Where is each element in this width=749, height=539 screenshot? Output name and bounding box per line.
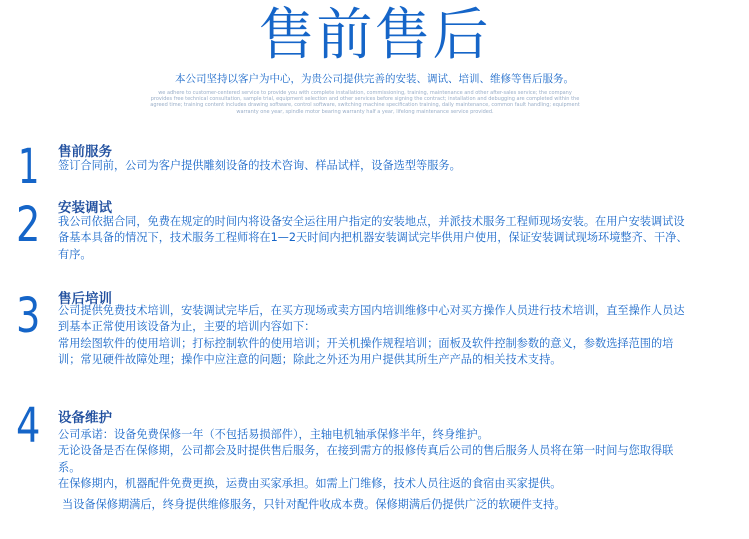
section-paragraph: 常用绘图软件的使用培训；打标控制软件的使用培训；开关机操作规程培训；面板及软件控制参数的意义，参数选择范围的培训；常见硬件故障处理；操作中应注意的问题；除此之外还为用户提供其所生产产品的相关技术支持。 <box>58 336 674 366</box>
section-paragraph: 公司提供免费技术培训，安装调试完毕后，在买方现场或卖方国内培训维修中心对买方操作人员进行技术培训，直至操作人员达到基本正常使用该设备为止，主要的培训内容如下： <box>58 304 685 334</box>
section-body <box>58 158 688 174</box>
section-paragraph: 无论设备是否在保修期，公司都会及时提供售后服务，在接到需方的报修传真后公司的售后服务人员将在第一时间与您取得联系。 <box>58 444 674 474</box>
section-body <box>58 214 688 263</box>
fine-print: we adhere to customer-centered service to provide you with complete installation, commissioning, training, maintenance and other after-sales service; the company provides free technical consultation, sample trial, equipment selection and other services before signing the contract; installation and debugging are completed within the agreed time; training content includes drawing software, control software, switching machine specification training, daily maintenance, common fault handling; equipment warranty one year, spindle motor bearing warranty half a year, lifelong maintenance service provided. <box>150 90 580 115</box>
section-number: 1 <box>18 139 40 195</box>
page-title: 售前售后 <box>258 3 491 68</box>
section-number: 3 <box>16 288 41 344</box>
page-subtitle: 本公司坚持以客户为中心，为贵公司提供完善的安装、调试、培训、维修等售后服务。 <box>175 73 574 85</box>
section-paragraph: 公司承诺：设备免费保修一年（不包括易损部件），主轴电机轴承保修半年，终身维护。 <box>58 428 489 441</box>
section-paragraph: 我公司依据合同，免费在规定的时间内将设备安全运往用户指定的安装地点，并派技术服务工程师现场安装。在用户安装调试设备基本具备的情况下，技术服务工程师将在1—2天时间内把机器安装调试完毕供用户使用，保证安装调试现场环境整齐、干净、有序。 <box>58 215 688 261</box>
section-heading: 售前服务 <box>58 144 112 160</box>
section-body <box>58 427 688 492</box>
section-body <box>58 303 688 368</box>
section-heading: 售后培训 <box>58 291 112 307</box>
section-paragraph: 签订合同前，公司为客户提供雕刻设备的技术咨询、样品试样，设备选型等服务。 <box>58 159 461 172</box>
section-paragraph: 在保修期内，机器配件免费更换，运费由买家承担。如需上门维修，技术人员往返的食宿由买家提供。 <box>58 476 562 490</box>
section-heading: 安装调试 <box>58 200 112 216</box>
footer-note: 当设备保修期满后，终身提供维修服务，只针对配件收成本费。保修期满后仍提供广泛的软硬件支持。 <box>62 498 566 511</box>
section-number: 4 <box>16 398 41 454</box>
section-heading: 设备维护 <box>58 410 112 426</box>
section-number: 2 <box>16 197 41 253</box>
